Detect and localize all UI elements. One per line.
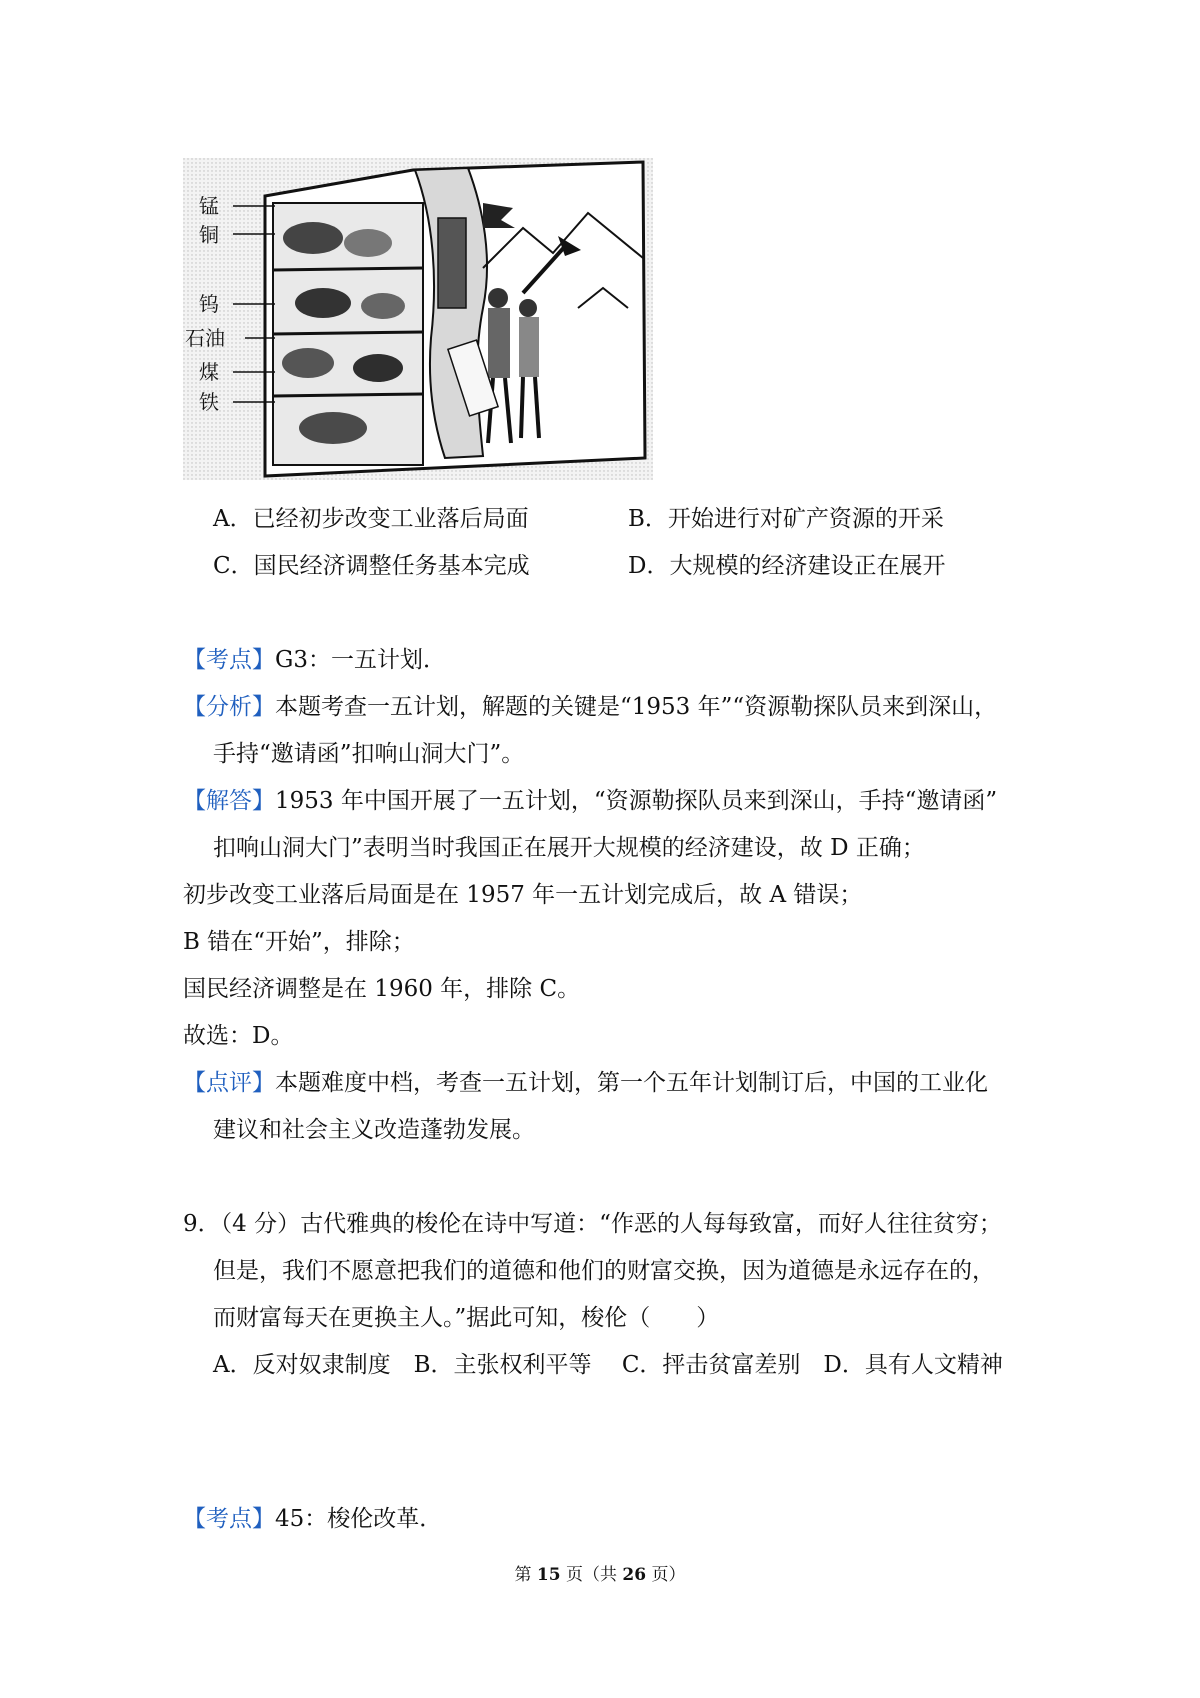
figure-label-tungsten: 钨 — [199, 292, 219, 316]
jieda-text-1: 1953 年中国开展了一五计划，“资源勒探队员来到深山，手持“邀请函” — [275, 788, 998, 814]
figure-label-copper: 铜 — [199, 223, 219, 247]
q9-stem-line-1: 9．（4 分）古代雅典的梭伦在诗中写道：“作恶的人每每致富，而好人往往贫穷； — [183, 1211, 1002, 1237]
cartoon-figure — [183, 158, 653, 480]
kaodian-text: G3：一五计划． — [275, 647, 447, 673]
dianping-text-1: 本题难度中档，考查一五计划，第一个五年计划制订后，中国的工业化 — [275, 1070, 988, 1096]
kaodian-tag: 【考点】 — [183, 1506, 275, 1532]
q8-option-d: D．大规模的经济建设正在展开 — [628, 553, 946, 579]
jieda-tag: 【解答】 — [183, 788, 275, 814]
q8-jieda-line-2: 扣响山洞大门”表明当时我国正在展开大规模的经济建设，故 D 正确； — [213, 835, 925, 861]
q8-kaodian — [183, 645, 446, 675]
footer-prefix: 第 — [514, 1565, 537, 1585]
kaodian-text: 45：梭伦改革． — [275, 1506, 443, 1532]
footer-suffix: 页） — [646, 1565, 686, 1585]
figure-label-manganese: 锰 — [199, 194, 219, 218]
q8-fenxi-line-2: 手持“邀请函”扣响山洞大门”。 — [213, 741, 525, 767]
footer-total-pages: 26 — [622, 1565, 647, 1585]
q8-option-b: B．开始进行对矿产资源的开采 — [628, 506, 944, 532]
footer-page-number: 15 — [536, 1565, 561, 1585]
q8-dianping-line-2: 建议和社会主义改造蓬勃发展。 — [213, 1117, 535, 1143]
figure-label-coal: 煤 — [199, 360, 219, 384]
cartoon-drawing — [183, 158, 653, 480]
footer-middle: 页（共 — [560, 1565, 623, 1585]
q8-jieda-line-3: 初步改变工业落后局面是在 1957 年一五计划完成后，故 A 错误； — [183, 882, 863, 908]
q8-fenxi-line-1 — [183, 692, 997, 722]
q9-kaodian — [183, 1504, 442, 1534]
kaodian-tag: 【考点】 — [183, 647, 275, 673]
page-footer — [0, 1563, 1200, 1587]
q9-stem-line-3: 而财富每天在更换主人。”据此可知，梭伦（ ） — [213, 1305, 720, 1331]
figure-label-petroleum: 石油 — [185, 326, 225, 350]
q8-jieda-line-5: 国民经济调整是在 1960 年，排除 C。 — [183, 976, 581, 1002]
q8-dianping-line-1 — [183, 1068, 988, 1098]
q9-stem-line-2: 但是，我们不愿意把我们的道德和他们的财富交换，因为道德是永远存在的， — [213, 1258, 995, 1284]
fenxi-tag: 【分析】 — [183, 694, 275, 720]
figure-label-iron: 铁 — [199, 390, 219, 414]
q9-options: A．反对奴隶制度 B．主张权利平等 C．抨击贫富差别 D．具有人文精神 — [213, 1352, 1003, 1378]
dianping-tag: 【点评】 — [183, 1070, 275, 1096]
q8-option-c: C．国民经济调整任务基本完成 — [213, 553, 530, 579]
q8-jieda-line-4: B 错在“开始”，排除； — [183, 929, 415, 955]
q8-jieda-line-6: 故选：D。 — [183, 1023, 294, 1049]
fenxi-text-1: 本题考查一五计划，解题的关键是“1953 年”“资源勒探队员来到深山， — [275, 694, 998, 720]
q8-option-a: A．已经初步改变工业落后局面 — [213, 506, 529, 532]
q8-jieda-line-1 — [183, 786, 997, 816]
